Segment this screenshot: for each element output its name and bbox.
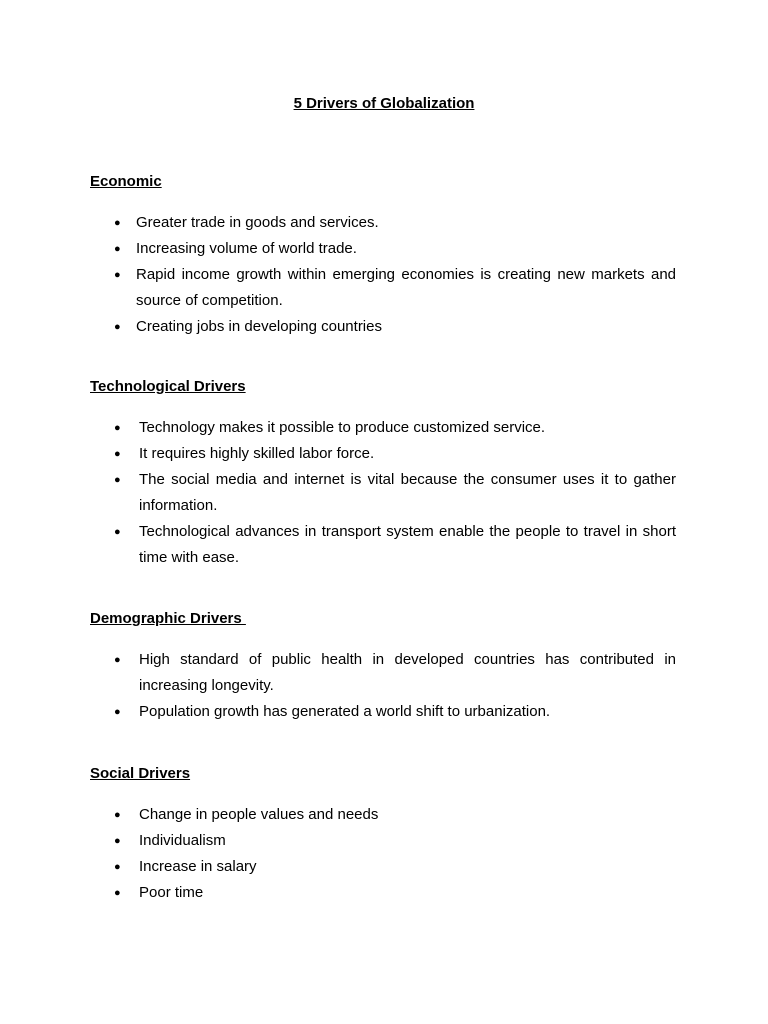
list-item-text: Creating jobs in developing countries (136, 318, 382, 335)
section-heading: Social Drivers (90, 765, 191, 782)
document-title: 5 Drivers of Globalization (293, 95, 475, 112)
section-social-drivers (90, 764, 676, 906)
section-heading: Demographic Drivers (90, 610, 246, 627)
list-item (90, 519, 676, 571)
bullet-icon: ● (114, 526, 121, 538)
bullet-list (90, 647, 676, 725)
list-item-text: Poor time (139, 884, 204, 901)
list-item (90, 854, 676, 880)
section-economic (90, 172, 676, 340)
bullet-icon: ● (114, 321, 121, 333)
list-item-text: Greater trade in goods and services. (136, 214, 379, 231)
list-item (90, 262, 676, 314)
list-item (90, 236, 676, 262)
bullet-icon: ● (114, 654, 121, 666)
list-item-text: The social media and internet is vital because the consumer uses it to gather information. (139, 471, 676, 514)
list-item-text: Individualism (139, 832, 226, 849)
list-item-text: It requires highly skilled labor force. (139, 445, 375, 462)
list-item-text: Population growth has generated a world shift to urbanization. (139, 703, 551, 720)
list-item (90, 415, 676, 441)
section-technological-drivers (90, 377, 676, 571)
list-item-text: Rapid income growth within emerging economies is creating new markets and source of competition. (136, 266, 676, 309)
list-item (90, 210, 676, 236)
bullet-icon: ● (114, 422, 121, 434)
bullet-list (90, 802, 676, 906)
list-item-text: High standard of public health in developed countries has contributed in increasing longevity. (139, 651, 676, 694)
section-heading: Economic (90, 173, 162, 190)
list-item (90, 441, 676, 467)
bullet-icon: ● (114, 809, 121, 821)
list-item-text: Technological advances in transport system enable the people to travel in short time with ease. (139, 523, 676, 566)
list-item (90, 467, 676, 519)
list-item (90, 699, 676, 725)
bullet-icon: ● (114, 835, 121, 847)
bullet-icon: ● (114, 243, 121, 255)
section-demographic-drivers (90, 609, 676, 725)
list-item (90, 314, 676, 340)
bullet-icon: ● (114, 217, 121, 229)
bullet-icon: ● (114, 861, 121, 873)
list-item (90, 802, 676, 828)
bullet-icon: ● (114, 448, 121, 460)
bullet-list (90, 210, 676, 340)
list-item-text: Change in people values and needs (139, 806, 379, 823)
bullet-icon: ● (114, 706, 121, 718)
list-item-text: Increase in salary (139, 858, 257, 875)
list-item (90, 880, 676, 906)
list-item (90, 647, 676, 699)
bullet-icon: ● (114, 887, 121, 899)
list-item-text: Increasing volume of world trade. (136, 240, 357, 257)
bullet-icon: ● (114, 474, 121, 486)
bullet-icon: ● (114, 269, 121, 281)
list-item (90, 828, 676, 854)
list-item-text: Technology makes it possible to produce customized service. (139, 419, 546, 436)
section-heading: Technological Drivers (90, 378, 246, 395)
bullet-list (90, 415, 676, 571)
